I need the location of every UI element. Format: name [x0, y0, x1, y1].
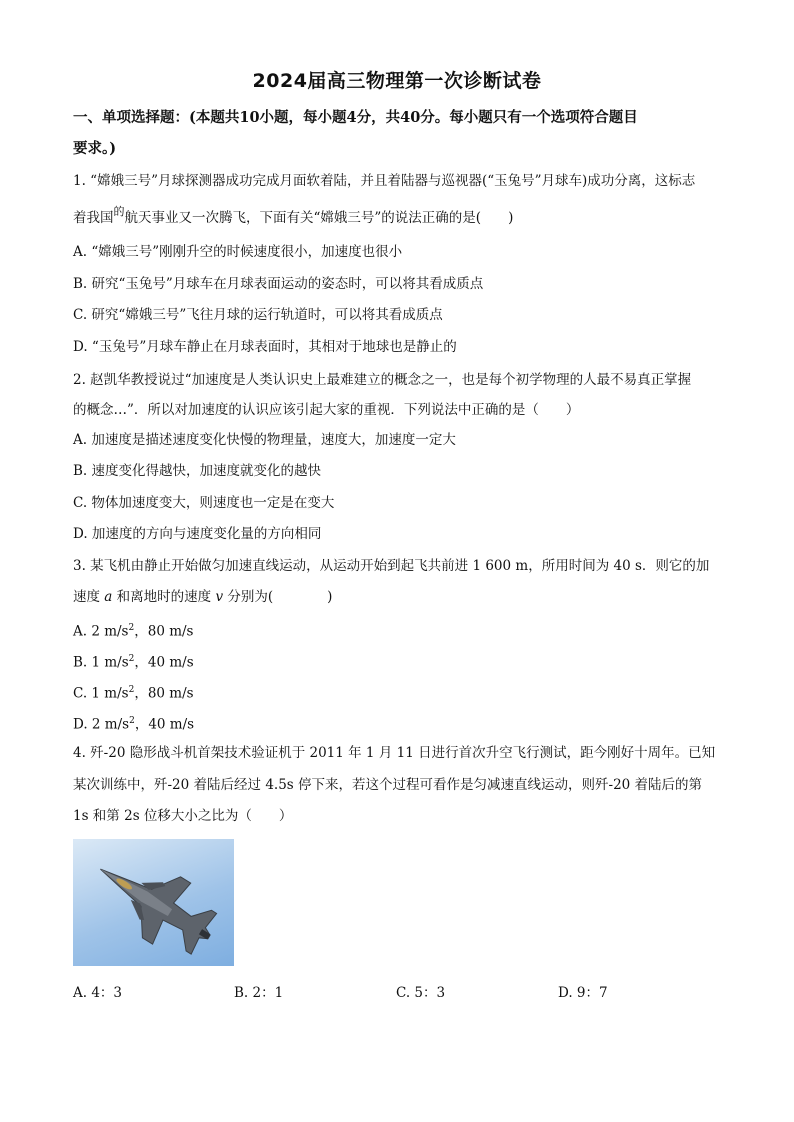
q3-option-c [73, 680, 194, 704]
q3-option-b-label: B. 1 m/s [73, 654, 129, 671]
q2-stem-line2: 的概念…”．所以对加速度的认识应该引起大家的重视．下列说法中正确的是（ ） [73, 402, 580, 418]
q3-option-b-rest: ，40 m/s [134, 654, 194, 671]
q3-option-d-rest: ，40 m/s [134, 716, 195, 733]
q3-option-a-sup: 2 [128, 623, 135, 633]
q2-option-b: B. 速度变化得越快，加速度就变化的越快 [73, 463, 322, 479]
fighter-jet-image [73, 839, 234, 966]
q3-option-b [73, 649, 194, 673]
q3-option-c-label: C. 1 m/s [73, 685, 129, 702]
q3-option-d-label: D. 2 m/s [73, 716, 130, 733]
fighter-jet-icon [73, 839, 234, 966]
q1-stem-line1: 1. “嫦娥三号”月球探测器成功完成月面软着陆，并且着陆器与巡视器(“玉兔号”月球车)成功分离，这标志 [73, 173, 696, 189]
q3-stem-line1: 3. 某飞机由静止开始做匀加速直线运动，从运动开始到起飞共前进 1 600 m，所用时间为 40 s．则它的加 [73, 558, 710, 574]
q3-stem-text-end: 分别为( ) [223, 589, 333, 605]
q1-stem-line2 [73, 205, 514, 229]
section-heading: 一、单项选择题：(本题共10小题，每小题4分，共40分。每小题只有一个选项符合题目 [73, 109, 638, 126]
q3-option-d-sup: 2 [129, 716, 135, 726]
q3-var-v: v [215, 589, 224, 605]
q3-option-c-rest: ，80 m/s [134, 685, 194, 702]
q2-option-d: D. 加速度的方向与速度变化量的方向相同 [73, 526, 322, 542]
q3-option-a-rest: ，80 m/s [134, 623, 194, 640]
q4-option-c: C. 5：3 [396, 985, 446, 1001]
q4-option-a: A. 4：3 [73, 985, 123, 1001]
q3-var-a: a [104, 589, 113, 605]
q3-option-b-sup: 2 [128, 654, 135, 664]
q1-option-c: C. 研究“嫦娥三号”飞往月球的运行轨道时，可以将其看成质点 [73, 307, 443, 323]
q4-stem-line3: 1s 和第 2s 位移大小之比为（ ） [73, 808, 293, 824]
q2-option-a: A. 加速度是描述速度变化快慢的物理量，速度大，加速度一定大 [73, 432, 456, 448]
q3-option-a-label: A. 2 m/s [73, 623, 129, 640]
q1-stem-text: 着我国 [73, 210, 114, 226]
section-heading-cont: 要求。) [73, 140, 117, 157]
q1-option-a: A. “嫦娥三号”刚刚升空的时候速度很小，加速度也很小 [73, 244, 403, 260]
q2-stem-line1: 2. 赵凯华教授说过“加速度是人类认识史上最难建立的概念之一，也是每个初学物理的人最不易真正掌握 [73, 372, 692, 388]
q3-option-a [73, 618, 193, 642]
q3-option-d [73, 711, 194, 735]
page-title: 2024届高三物理第一次诊断试卷 [252, 70, 542, 92]
q2-option-c: C. 物体加速度变大，则速度也一定是在变大 [73, 495, 335, 511]
q1-stem-small-char: 的 [113, 205, 125, 218]
q1-stem-text-rest: 航天事业又一次腾飞，下面有关“嫦娥三号”的说法正确的是( ) [124, 210, 514, 226]
q1-option-d: D. “玉兔号”月球车静止在月球表面时，其相对于地球也是静止的 [73, 339, 457, 355]
q1-option-b: B. 研究“玉兔号”月球车在月球表面运动的姿态时，可以将其看成质点 [73, 276, 484, 292]
q3-option-c-sup: 2 [128, 685, 135, 695]
q4-option-b: B. 2：1 [234, 985, 284, 1001]
q3-stem-text-mid: 和离地时的速度 [112, 589, 216, 605]
q4-stem-line1: 4. 歼-20 隐形战斗机首架技术验证机于 2011 年 1 月 11 日进行首次升空飞行测试，距今刚好十周年。已知 [73, 745, 716, 761]
q4-option-d: D. 9：7 [558, 985, 608, 1001]
q3-stem-text: 速度 [73, 589, 105, 605]
q3-stem-line2 [73, 587, 332, 607]
q4-stem-line2: 某次训练中，歼-20 着陆后经过 4.5s 停下来，若这个过程可看作是匀减速直线运动，则歼-20 着陆后的第 [73, 777, 703, 793]
